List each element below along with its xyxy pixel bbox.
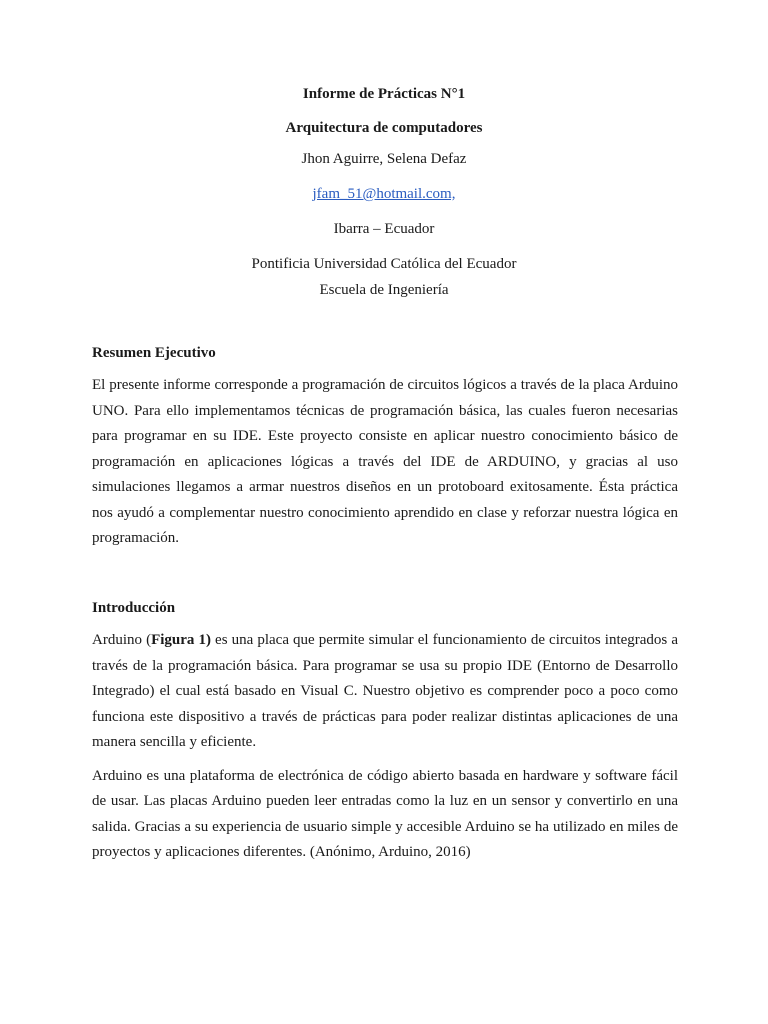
resumen-heading: Resumen Ejecutivo [92, 345, 216, 361]
university-name: Pontificia Universidad Católica del Ecuador [251, 256, 517, 272]
document-header [0, 84, 768, 300]
introduccion-heading: Introducción [92, 600, 176, 616]
introduccion-section [92, 628, 678, 866]
p1-after-text: es una placa que permite simular el funcionamiento de circuitos integrados a través de la programación básica. Para programar se usa su propio IDE (Entorno de Desarrollo Integrado) el cual está basado en Visual C. Nuestro objetivo es comprender poco a poco como funciona este dispositivo a través de prácticas para poder realizar distintas aplicaciones de una manera sencilla y eficiente. [92, 632, 678, 750]
email-link[interactable]: jfam_51@hotmail.com, [312, 186, 456, 202]
introduccion-paragraph-1 [92, 628, 678, 756]
course-subject: Arquitectura de computadores [285, 120, 483, 136]
figure-reference: Figura 1) [151, 632, 211, 648]
resumen-section [92, 373, 678, 552]
email-link-line [0, 184, 768, 204]
resumen-paragraph: El presente informe corresponde a programación de circuitos lógicos a través de la placa Arduino UNO. Para ello implementamos técnicas de programación básica, las cuales fueron necesarias para programar en su IDE. Este proyecto consiste en aplicar nuestro conocimiento básico de programación en aplicaciones lógicas a través del IDE de ARDUINO, y gracias al uso simulaciones llegamos a armar nuestros diseños en un protoboard exitosamente. Ésta práctica nos ayudó a complementar nuestro conocimiento aprendido en clase y reforzar nuestra lógica en programación. [92, 377, 678, 546]
introduccion-paragraph-2: Arduino es una plataforma de electrónica de código abierto basada en hardware y software fácil de usar. Las placas Arduino pueden leer entradas como la luz en un sensor y convertirlo en una salida. Gracias a su experiencia de usuario simple y accesible Arduino se ha utilizado en miles de proyectos y aplicaciones diferentes. (Anónimo, Arduino, 2016) [92, 767, 678, 860]
school-name: Escuela de Ingeniería [319, 282, 449, 298]
location: Ibarra – Ecuador [333, 221, 435, 237]
p1-before-text: Arduino ( [92, 632, 152, 648]
report-title: Informe de Prácticas N°1 [302, 86, 466, 102]
authors: Jhon Aguirre, Selena Defaz [301, 151, 467, 167]
